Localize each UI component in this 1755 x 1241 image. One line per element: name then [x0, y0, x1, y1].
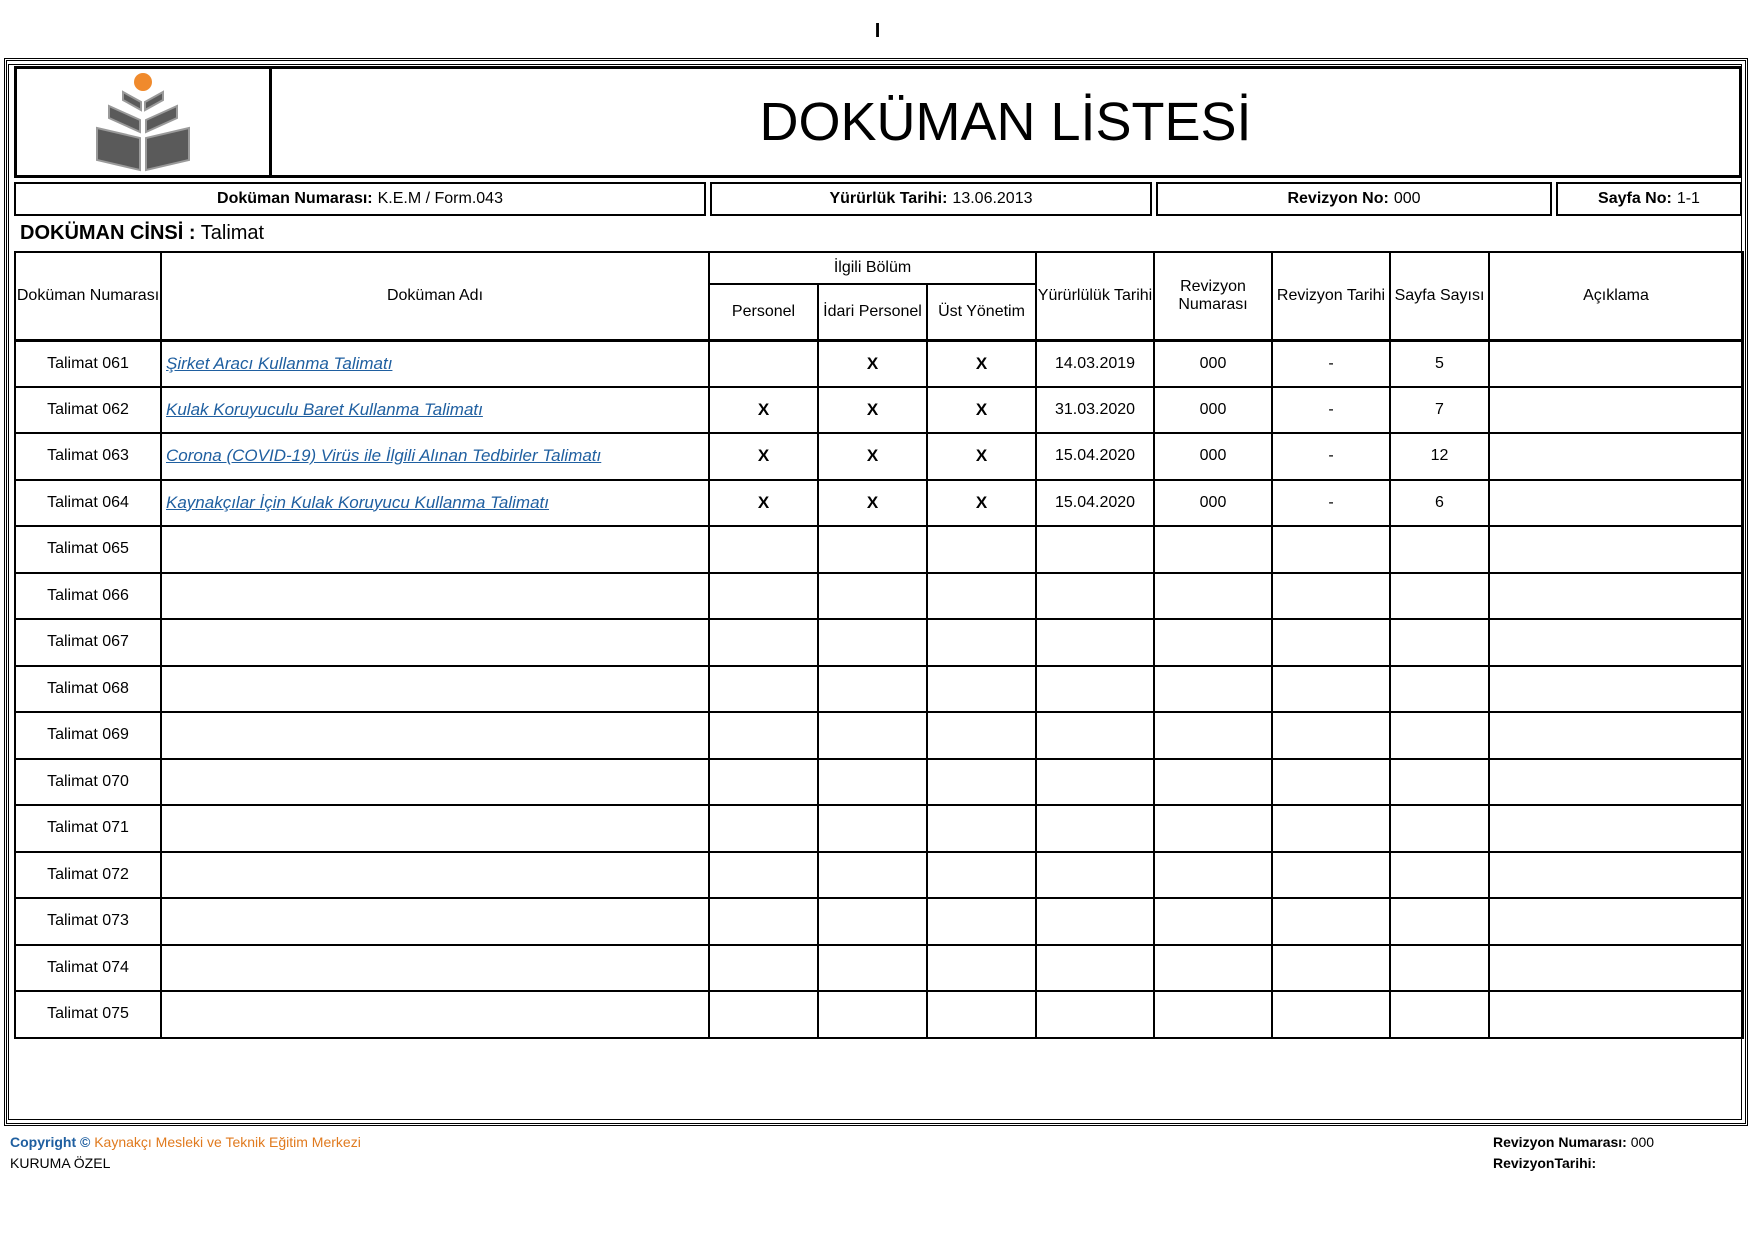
personel-cell	[709, 759, 818, 806]
footer-revision-date-label: RevizyonTarihi:	[1493, 1155, 1597, 1171]
idari-personel-value: X	[866, 492, 879, 512]
personel-value: X	[757, 399, 770, 419]
doc-number-value: Talimat 074	[47, 958, 129, 976]
doc-number-cell	[15, 759, 161, 806]
revision-date-cell	[1272, 387, 1390, 434]
revision-number-cell	[1154, 573, 1272, 620]
effective-date-label: Yürürlük Tarihi:	[829, 190, 948, 207]
personel-cell	[709, 666, 818, 713]
personel-cell	[709, 573, 818, 620]
doc-name-cell	[161, 945, 709, 992]
effective-date-cell	[1036, 945, 1154, 992]
doc-number-value: Talimat 061	[47, 354, 129, 372]
revision-number-cell	[1154, 898, 1272, 945]
doc-number-value: Talimat 064	[47, 493, 129, 511]
table-row	[15, 805, 1743, 852]
idari-personel-cell	[818, 619, 927, 666]
revision-date-cell	[1272, 898, 1390, 945]
ust-yonetim-cell	[927, 340, 1036, 387]
header-revision-number: Revizyon Numarası	[1154, 252, 1272, 340]
effective-date-cell	[1036, 619, 1154, 666]
header-revision-date: Revizyon Tarihi	[1272, 252, 1390, 340]
idari-personel-cell	[818, 712, 927, 759]
note-cell	[1489, 340, 1743, 387]
revision-number-cell	[1154, 991, 1272, 1038]
personel-cell	[709, 852, 818, 899]
doc-number-value: Talimat 067	[47, 633, 129, 651]
revision-date-value: -	[1328, 354, 1334, 372]
page-count-cell	[1390, 433, 1489, 480]
revision-number-cell	[1154, 387, 1272, 434]
ust-yonetim-cell	[927, 387, 1036, 434]
effective-date-cell	[710, 182, 1152, 216]
footer-right	[1493, 1132, 1654, 1174]
logo-cell	[17, 69, 272, 175]
table-row	[15, 898, 1743, 945]
ust-yonetim-cell	[927, 898, 1036, 945]
idari-personel-value: X	[866, 446, 879, 466]
doc-number-cell	[15, 433, 161, 480]
ust-yonetim-cell	[927, 852, 1036, 899]
idari-personel-cell	[818, 898, 927, 945]
idari-personel-cell	[818, 480, 927, 527]
revision-date-cell	[1272, 991, 1390, 1038]
page-count-value: 7	[1435, 400, 1444, 418]
document-info-row	[14, 182, 1742, 216]
page-no-value: 1-1	[1676, 190, 1700, 207]
doc-name-cell	[161, 433, 709, 480]
table-row	[15, 666, 1743, 713]
footer-revision-number-label: Revizyon Numarası:	[1493, 1134, 1627, 1150]
idari-personel-cell	[818, 759, 927, 806]
note-cell	[1489, 619, 1743, 666]
ust-yonetim-value: X	[975, 446, 988, 466]
effective-date-value: 31.03.2020	[1054, 400, 1136, 418]
page-mark: I	[874, 20, 881, 42]
page-count-cell	[1390, 387, 1489, 434]
doc-number-value: Talimat 062	[47, 400, 129, 418]
page-no-cell	[1556, 182, 1742, 216]
ust-yonetim-value: X	[975, 399, 988, 419]
revision-no-label: Revizyon No:	[1287, 190, 1389, 207]
doc-number-value: Talimat 066	[47, 586, 129, 604]
note-cell	[1489, 991, 1743, 1038]
doc-number-cell	[15, 387, 161, 434]
revision-date-cell	[1272, 433, 1390, 480]
revision-no-value: 000	[1393, 190, 1421, 207]
effective-date-value: 14.03.2019	[1054, 354, 1136, 372]
effective-date-cell	[1036, 666, 1154, 713]
revision-number-cell	[1154, 433, 1272, 480]
idari-personel-value: X	[866, 353, 879, 373]
idari-personel-cell	[818, 945, 927, 992]
doc-number-value: Talimat 075	[47, 1005, 129, 1023]
effective-date-cell	[1036, 759, 1154, 806]
revision-number-value: 000	[1199, 400, 1227, 418]
doc-name-cell	[161, 898, 709, 945]
footer-revision-number-value: 000	[1630, 1134, 1655, 1150]
note-cell	[1489, 759, 1743, 806]
doc-name-cell	[161, 991, 709, 1038]
table-row	[15, 387, 1743, 434]
effective-date-cell	[1036, 480, 1154, 527]
private-notice: KURUMA ÖZEL	[10, 1155, 111, 1171]
note-cell	[1489, 945, 1743, 992]
doc-number-value: Talimat 063	[47, 447, 129, 465]
page-count-value: 12	[1430, 447, 1449, 465]
revision-date-cell	[1272, 526, 1390, 573]
ust-yonetim-value: X	[975, 353, 988, 373]
copyright-label: Copyright ©	[10, 1134, 91, 1150]
page-count-cell	[1390, 945, 1489, 992]
page-count-cell	[1390, 805, 1489, 852]
page-count-cell	[1390, 712, 1489, 759]
revision-date-cell	[1272, 712, 1390, 759]
header-doc-name: Doküman Adı	[161, 252, 709, 340]
effective-date-cell	[1036, 991, 1154, 1038]
personel-cell	[709, 433, 818, 480]
revision-no-cell	[1156, 182, 1552, 216]
revision-number-cell	[1154, 945, 1272, 992]
revision-number-cell	[1154, 619, 1272, 666]
page-count-cell	[1390, 573, 1489, 620]
personel-cell	[709, 712, 818, 759]
doc-link[interactable]: Şirket Aracı Kullanma Talimatı	[166, 353, 393, 373]
doc-number-value: Talimat 071	[47, 819, 129, 837]
revision-date-value: -	[1328, 447, 1334, 465]
table-row	[15, 852, 1743, 899]
doc-number-value: Talimat 070	[47, 772, 129, 790]
note-cell	[1489, 573, 1743, 620]
doc-name-cell	[161, 480, 709, 527]
ust-yonetim-cell	[927, 805, 1036, 852]
note-cell	[1489, 898, 1743, 945]
note-cell	[1489, 433, 1743, 480]
copyright-line	[10, 1132, 361, 1153]
revision-date-cell	[1272, 945, 1390, 992]
effective-date-cell	[1036, 573, 1154, 620]
table-row	[15, 619, 1743, 666]
header-doc-number: Doküman Numarası	[15, 252, 161, 340]
idari-personel-cell	[818, 666, 927, 713]
page-count-value: 6	[1435, 493, 1444, 511]
header-idari-personel: İdari Personel	[818, 284, 927, 340]
note-cell	[1489, 526, 1743, 573]
revision-date-cell	[1272, 852, 1390, 899]
personel-value: X	[757, 446, 770, 466]
doc-name-cell	[161, 759, 709, 806]
revision-date-cell	[1272, 480, 1390, 527]
doc-number-value: Talimat 065	[47, 540, 129, 558]
personel-cell	[709, 805, 818, 852]
revision-date-cell	[1272, 759, 1390, 806]
effective-date-value: 13.06.2013	[952, 190, 1033, 207]
idari-personel-cell	[818, 805, 927, 852]
doc-name-cell	[161, 526, 709, 573]
note-cell	[1489, 712, 1743, 759]
doc-number-value: Talimat 073	[47, 912, 129, 930]
table-row	[15, 945, 1743, 992]
page-count-cell	[1390, 991, 1489, 1038]
table-row	[15, 991, 1743, 1038]
effective-date-cell	[1036, 340, 1154, 387]
doc-number-cell	[15, 619, 161, 666]
footer-revision-number	[1493, 1132, 1654, 1153]
idari-personel-cell	[818, 340, 927, 387]
page-count-cell	[1390, 852, 1489, 899]
revision-number-value: 000	[1199, 354, 1227, 372]
revision-date-cell	[1272, 805, 1390, 852]
doc-name-cell	[161, 852, 709, 899]
doc-number-cell	[15, 712, 161, 759]
revision-date-value: -	[1328, 493, 1334, 511]
table-row	[15, 573, 1743, 620]
doc-number-cell	[15, 805, 161, 852]
doc-number-cell	[15, 480, 161, 527]
doc-link[interactable]: Corona (COVID-19) Virüs ile İlgili Alınan Tedbirler Talimatı	[166, 446, 602, 466]
doc-number-label: Doküman Numarası:	[217, 190, 373, 207]
document-type-value: Talimat	[200, 222, 265, 244]
personel-cell	[709, 340, 818, 387]
page-count-cell	[1390, 619, 1489, 666]
revision-number-cell	[1154, 852, 1272, 899]
header-effective-date: Yürürlülük Tarihi	[1036, 252, 1154, 340]
document-list-table	[14, 251, 1744, 1039]
revision-number-cell	[1154, 712, 1272, 759]
revision-date-value: -	[1328, 400, 1334, 418]
idari-personel-cell	[818, 387, 927, 434]
note-cell	[1489, 852, 1743, 899]
revision-number-cell	[1154, 480, 1272, 527]
doc-number-cell	[14, 182, 706, 216]
doc-number-cell	[15, 340, 161, 387]
page-count-cell	[1390, 759, 1489, 806]
document-type	[20, 222, 264, 245]
table-row	[15, 759, 1743, 806]
personel-cell	[709, 991, 818, 1038]
page-count-cell	[1390, 898, 1489, 945]
table-row	[15, 526, 1743, 573]
ust-yonetim-value: X	[975, 492, 988, 512]
doc-link[interactable]: Kaynakçılar İçin Kulak Koruyucu Kullanma Talimatı	[166, 492, 549, 512]
note-cell	[1489, 480, 1743, 527]
idari-personel-value: X	[866, 399, 879, 419]
effective-date-value: 15.04.2020	[1054, 447, 1136, 465]
ust-yonetim-cell	[927, 573, 1036, 620]
doc-name-cell	[161, 712, 709, 759]
doc-number-value: Talimat 072	[47, 865, 129, 883]
table-row	[15, 433, 1743, 480]
footer-revision-date	[1493, 1153, 1654, 1174]
page-count-value: 5	[1435, 354, 1444, 372]
doc-name-cell	[161, 666, 709, 713]
note-cell	[1489, 666, 1743, 713]
header-ust-yonetim: Üst Yönetim	[927, 284, 1036, 340]
effective-date-cell	[1036, 433, 1154, 480]
effective-date-cell	[1036, 898, 1154, 945]
ust-yonetim-cell	[927, 480, 1036, 527]
doc-number-value: Talimat 069	[47, 726, 129, 744]
personel-cell	[709, 619, 818, 666]
page-title: DOKÜMAN LİSTESİ	[759, 92, 1252, 152]
table-row	[15, 712, 1743, 759]
doc-number-cell	[15, 991, 161, 1038]
doc-name-cell	[161, 340, 709, 387]
doc-number-cell	[15, 945, 161, 992]
revision-date-cell	[1272, 340, 1390, 387]
note-cell	[1489, 805, 1743, 852]
table-row	[15, 340, 1743, 387]
idari-personel-cell	[818, 991, 927, 1038]
effective-date-cell	[1036, 712, 1154, 759]
ust-yonetim-cell	[927, 619, 1036, 666]
footer-left	[10, 1132, 361, 1174]
ust-yonetim-cell	[927, 945, 1036, 992]
book-sprout-logo-icon	[83, 70, 203, 174]
doc-number-value: Talimat 068	[47, 679, 129, 697]
revision-number-cell	[1154, 759, 1272, 806]
revision-number-value: 000	[1199, 493, 1227, 511]
personel-cell	[709, 387, 818, 434]
doc-number-cell	[15, 852, 161, 899]
organization-name: Kaynakçı Mesleki ve Teknik Eğitim Merkezi	[94, 1134, 361, 1150]
effective-date-cell	[1036, 387, 1154, 434]
ust-yonetim-cell	[927, 666, 1036, 713]
page-count-cell	[1390, 340, 1489, 387]
doc-name-cell	[161, 805, 709, 852]
doc-number-value: K.E.M / Form.043	[377, 190, 503, 207]
doc-link[interactable]: Kulak Koruyuculu Baret Kullanma Talimatı	[166, 399, 483, 419]
page-count-cell	[1390, 526, 1489, 573]
ust-yonetim-cell	[927, 433, 1036, 480]
revision-date-cell	[1272, 619, 1390, 666]
revision-date-cell	[1272, 666, 1390, 713]
revision-number-cell	[1154, 666, 1272, 713]
ust-yonetim-cell	[927, 759, 1036, 806]
table-row	[15, 480, 1743, 527]
personel-cell	[709, 526, 818, 573]
page-count-cell	[1390, 480, 1489, 527]
document-header	[14, 66, 1742, 178]
doc-name-cell	[161, 387, 709, 434]
header-note: Açıklama	[1489, 252, 1743, 340]
personel-cell	[709, 898, 818, 945]
header-page-count: Sayfa Sayısı	[1390, 252, 1489, 340]
ust-yonetim-cell	[927, 991, 1036, 1038]
page-no-label: Sayfa No:	[1598, 190, 1672, 207]
doc-number-cell	[15, 898, 161, 945]
note-cell	[1489, 387, 1743, 434]
doc-name-cell	[161, 573, 709, 620]
revision-number-cell	[1154, 805, 1272, 852]
ust-yonetim-cell	[927, 712, 1036, 759]
doc-number-cell	[15, 666, 161, 713]
page-count-cell	[1390, 666, 1489, 713]
revision-date-cell	[1272, 573, 1390, 620]
revision-number-cell	[1154, 526, 1272, 573]
header-personel: Personel	[709, 284, 818, 340]
ust-yonetim-cell	[927, 526, 1036, 573]
revision-number-value: 000	[1199, 447, 1227, 465]
personel-value: X	[757, 492, 770, 512]
effective-date-value: 15.04.2020	[1054, 493, 1136, 511]
idari-personel-cell	[818, 433, 927, 480]
doc-number-cell	[15, 526, 161, 573]
doc-number-cell	[15, 573, 161, 620]
document-type-label: DOKÜMAN CİNSİ :	[20, 222, 196, 244]
revision-number-cell	[1154, 340, 1272, 387]
effective-date-cell	[1036, 526, 1154, 573]
personel-cell	[709, 480, 818, 527]
idari-personel-cell	[818, 573, 927, 620]
idari-personel-cell	[818, 526, 927, 573]
personel-cell	[709, 945, 818, 992]
header-related-section: İlgili Bölüm	[709, 252, 1036, 284]
effective-date-cell	[1036, 805, 1154, 852]
idari-personel-cell	[818, 852, 927, 899]
effective-date-cell	[1036, 852, 1154, 899]
doc-name-cell	[161, 619, 709, 666]
